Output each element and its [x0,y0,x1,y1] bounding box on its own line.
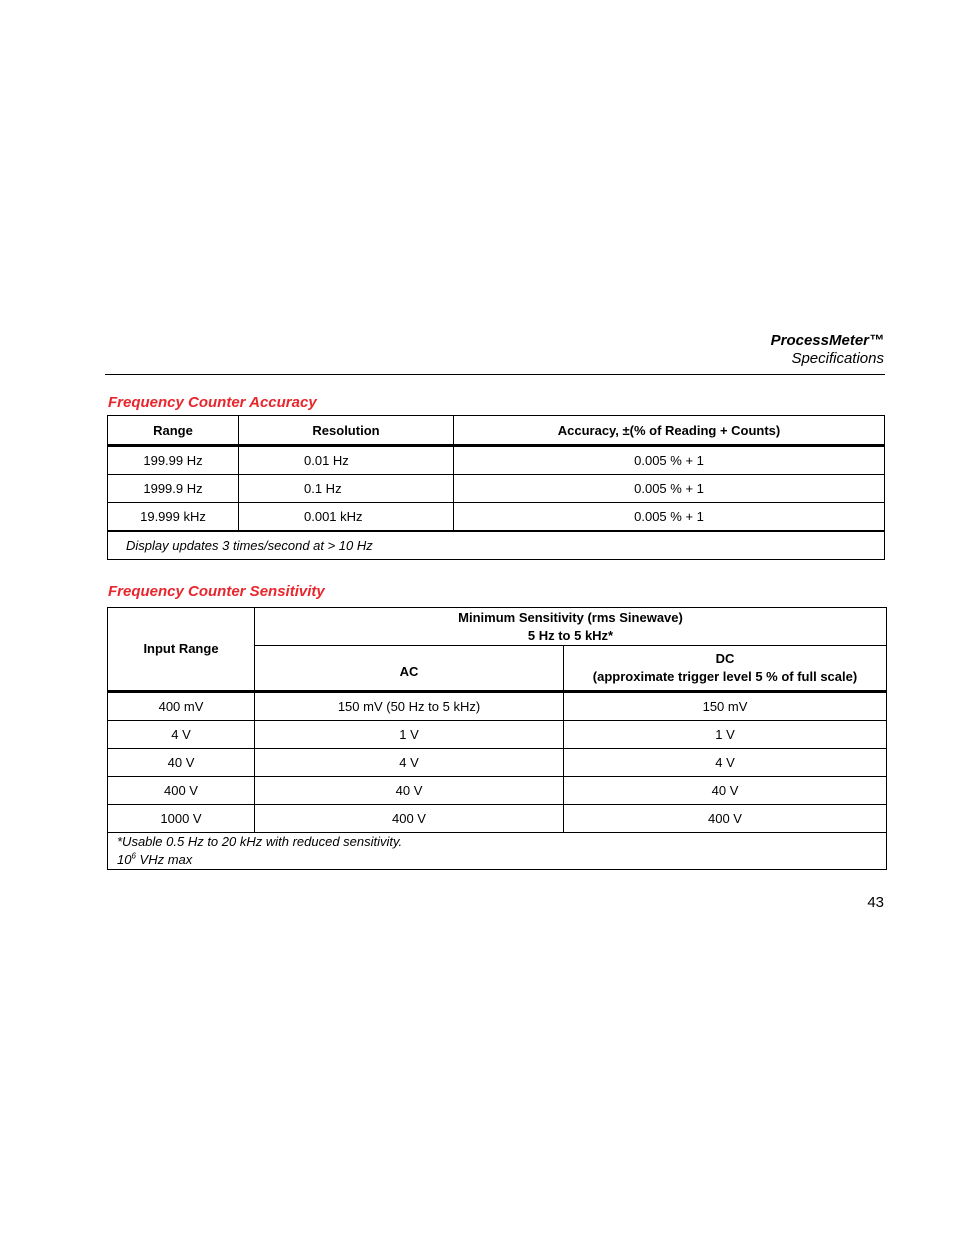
column-header-min-sensitivity [255,608,887,646]
input-range-cell: 40 V [108,749,255,777]
input-range-cell: 4 V [108,721,255,749]
input-range-cell: 1000 V [108,805,255,833]
table-row [108,777,887,805]
sensitivity-note-line2 [117,851,882,869]
document-title: ProcessMeter™ [770,332,884,349]
table-row [108,749,887,777]
column-header-accuracy: Accuracy, ±(% of Reading + Counts) [454,416,885,446]
dc-header-line2: (approximate trigger level 5 % of full scale) [592,669,858,684]
table-row [108,503,885,532]
accuracy-cell: 0.005 % + 1 [454,475,885,503]
min-sensitivity-line1: Minimum Sensitivity (rms Sinewave) [458,609,683,625]
input-range-cell: 400 V [108,777,255,805]
accuracy-table [107,415,885,560]
dc-header-line1: DC [715,651,735,666]
note-exponent: 6 [131,851,136,861]
ac-cell: 4 V [255,749,564,777]
column-header-dc [564,646,887,692]
dc-cell: 4 V [564,749,887,777]
document-section: Specifications [791,350,884,367]
header-divider [105,374,885,375]
column-header-input-range: Input Range [108,608,255,692]
ac-cell: 150 mV (50 Hz to 5 kHz) [255,692,564,721]
sensitivity-table [107,607,887,870]
resolution-cell: 0.01 Hz [239,446,454,475]
table-row [108,805,887,833]
dc-cell: 150 mV [564,692,887,721]
table-row [108,446,885,475]
dc-cell: 1 V [564,721,887,749]
note-rest: VHz max [135,852,193,867]
table-header-row [108,416,885,446]
column-header-resolution: Resolution [239,416,454,446]
range-cell: 19.999 kHz [108,503,239,532]
dc-cell: 400 V [564,805,887,833]
column-header-range: Range [108,416,239,446]
ac-cell: 40 V [255,777,564,805]
sensitivity-heading: Frequency Counter Sensitivity [108,583,325,600]
table-row [108,692,887,721]
note-base: 10 [117,852,132,867]
table-row [108,721,887,749]
min-sensitivity-line2: 5 Hz to 5 kHz* [527,627,614,643]
sensitivity-note [108,833,887,870]
accuracy-note: Display updates 3 times/second at > 10 Hz [108,531,885,560]
accuracy-heading: Frequency Counter Accuracy [108,394,317,411]
resolution-cell: 0.001 kHz [239,503,454,532]
range-cell: 1999.9 Hz [108,475,239,503]
table-header-row [108,608,887,646]
dc-cell: 40 V [564,777,887,805]
accuracy-cell: 0.005 % + 1 [454,503,885,532]
ac-cell: 1 V [255,721,564,749]
range-cell: 199.99 Hz [108,446,239,475]
accuracy-cell: 0.005 % + 1 [454,446,885,475]
table-note-row [108,833,887,870]
input-range-cell: 400 mV [108,692,255,721]
sensitivity-note-line1: *Usable 0.5 Hz to 20 kHz with reduced sensitivity. [117,834,403,849]
page-header [771,332,884,368]
table-note-row [108,531,885,560]
column-header-ac: AC [255,646,564,692]
ac-cell: 400 V [255,805,564,833]
table-row [108,475,885,503]
resolution-cell: 0.1 Hz [239,475,454,503]
page-number: 43 [867,894,884,911]
